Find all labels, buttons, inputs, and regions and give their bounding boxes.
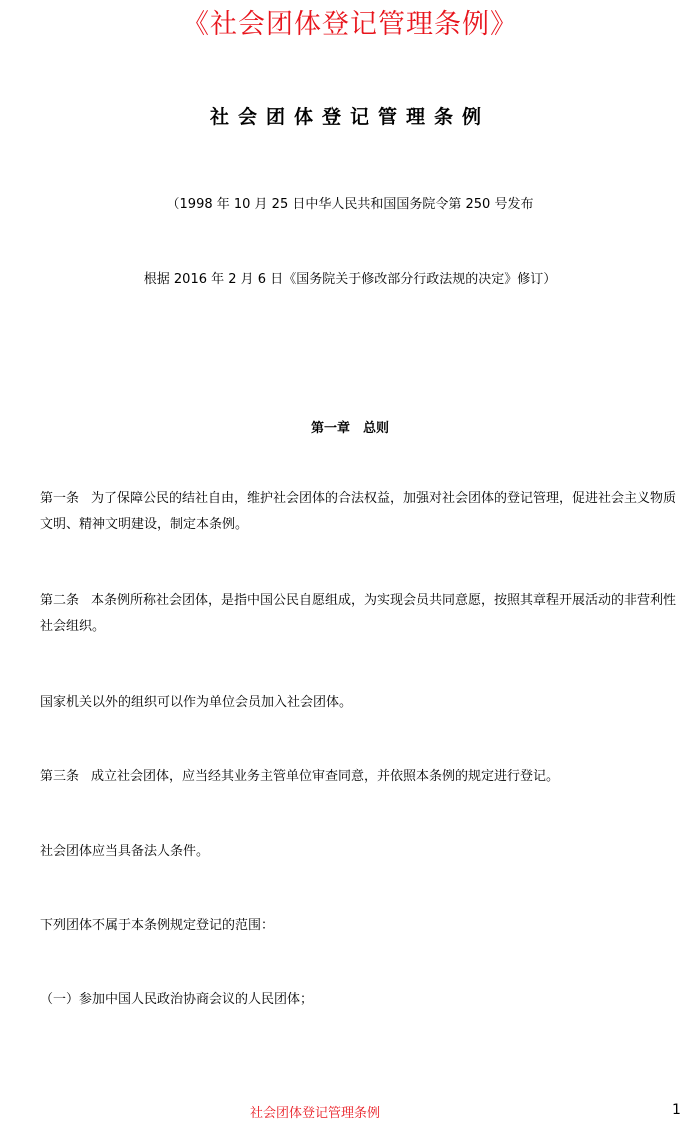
revised-line: 根据 2016 年 2 月 6 日《国务院关于修改部分行政法规的决定》修订）	[143, 272, 557, 287]
article-3-text: 成立社会团体，应当经其业务主管单位审查同意，并依照本条例的规定进行登记。	[91, 769, 560, 784]
paragraph-unit-members: 国家机关以外的组织可以作为单位会员加入社会团体。	[40, 695, 353, 710]
chapter-title: 第一章 总则	[310, 421, 389, 436]
article-2-text: 本条例所称社会团体，是指中国公民自愿组成，为实现会员共同意愿，按照其章程开展活动的非营利性	[91, 593, 677, 608]
article-1-number: 第一条	[40, 491, 80, 506]
article-3	[40, 764, 690, 790]
article-3-number: 第三条	[40, 769, 80, 784]
issued-line: （1998 年 10 月 25 日中华人民共和国国务院令第 250 号发布	[166, 197, 534, 212]
article-2	[40, 588, 690, 640]
article-1	[40, 486, 690, 538]
paragraph-exclusions: 下列团体不属于本条例规定登记的范围：	[40, 918, 275, 933]
article-1-text: 为了保障公民的结社自由，维护社会团体的合法权益，加强对社会团体的登记管理，促进社会主义物质	[91, 491, 677, 506]
banner-title: 《社会团体登记管理条例》	[182, 9, 518, 40]
article-2-number: 第二条	[40, 593, 80, 608]
article-2-text-continued: 社会组织。	[40, 619, 106, 634]
footer-title: 社会团体登记管理条例	[249, 1106, 380, 1121]
paragraph-legal-person: 社会团体应当具备法人条件。	[40, 844, 210, 859]
document-title: 社会团体登记管理条例	[209, 106, 490, 128]
page-number: 1	[672, 1102, 681, 1118]
list-item-1: （一）参加中国人民政治协商会议的人民团体；	[40, 992, 314, 1007]
article-1-text-continued: 文明、精神文明建设，制定本条例。	[40, 517, 249, 532]
